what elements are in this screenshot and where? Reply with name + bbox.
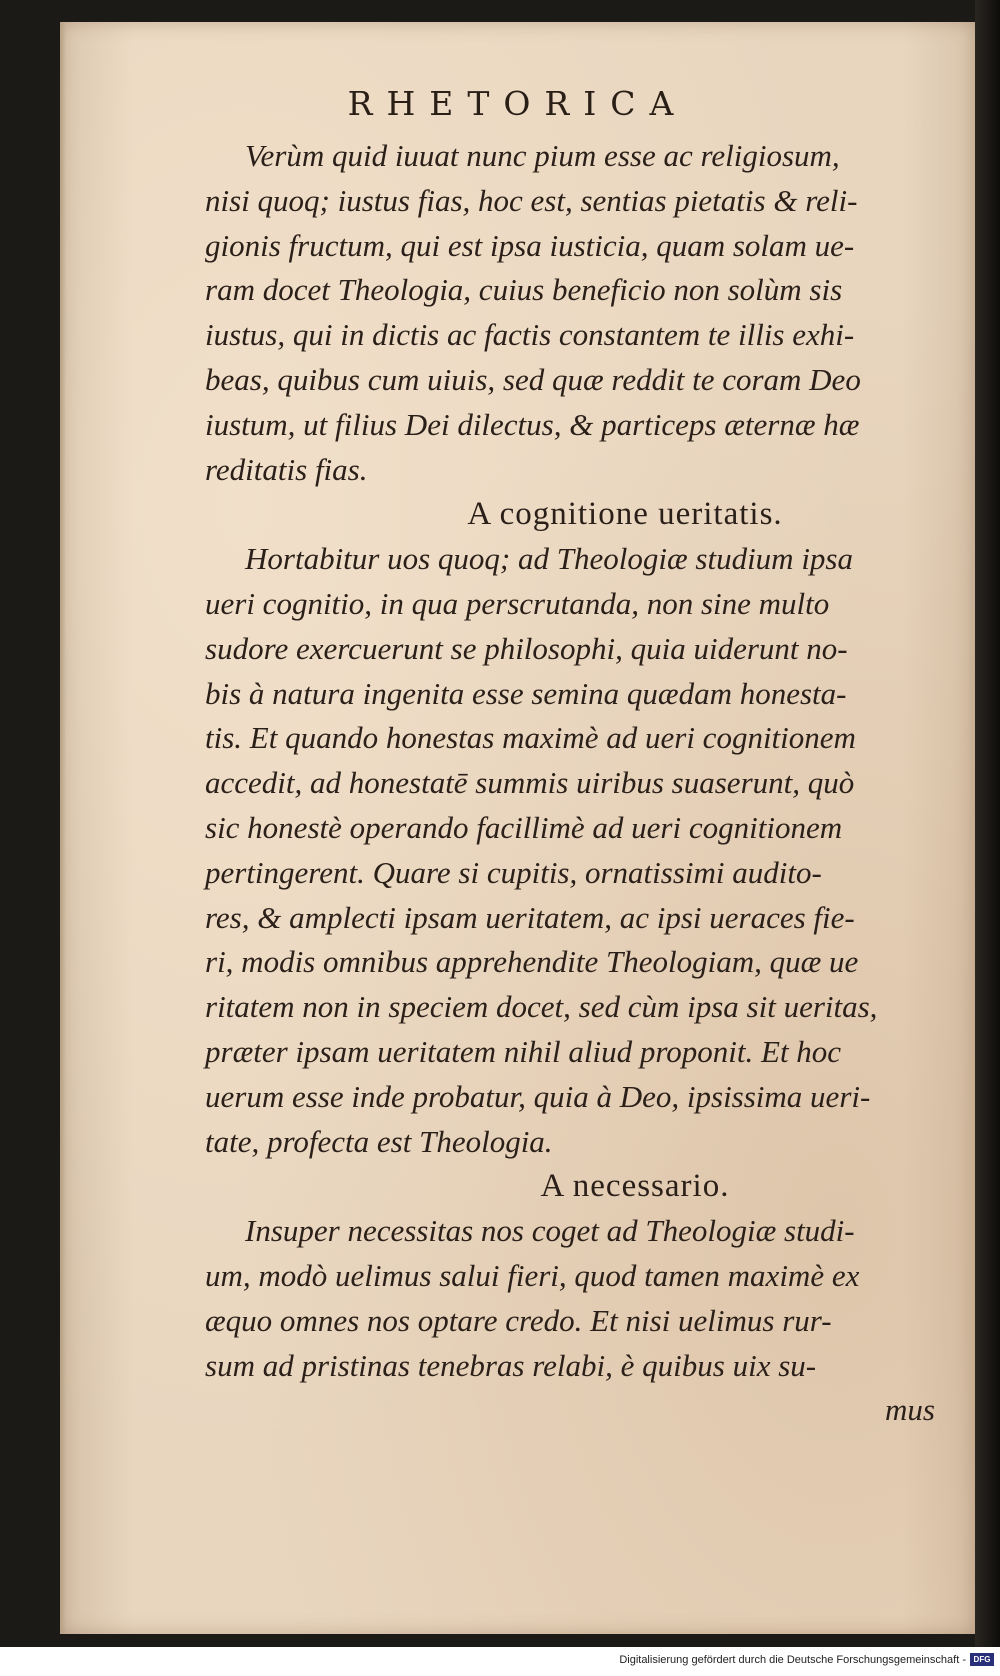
running-head: RHETORICA xyxy=(347,84,688,123)
text-line: accedit, ad honestatē summis uiribus suaserunt, quò xyxy=(205,765,855,801)
text-line: sudore exercuerunt se philosophi, quia uiderunt no- xyxy=(205,630,848,666)
text-line: præter ipsam ueritatem nihil aliud proponit. Et hoc xyxy=(205,1033,842,1069)
section-heading: A cognitione ueritatis. xyxy=(467,496,783,533)
text-line: ram docet Theologia, cuius beneficio non solùm sis xyxy=(205,272,843,308)
text-line: tis. Et quando honestas maximè ad ueri cognitionem xyxy=(205,720,856,756)
text-line: pertingerent. Quare si cupitis, ornatissimi audito- xyxy=(205,854,822,890)
text-line: Verùm quid iuuat nunc pium esse ac religiosum, xyxy=(245,138,840,173)
text-line: reditatis fias. xyxy=(205,451,368,487)
dfg-logo: DFG xyxy=(970,1653,994,1666)
page-gutter-shadow xyxy=(60,22,66,1634)
footer-credit: Digitalisierung gefördert durch die Deutsche Forschungsgemeinschaft - xyxy=(619,1654,966,1666)
text-line: bis à natura ingenita esse semina quædam honesta- xyxy=(205,675,847,711)
text-line: um, modò uelimus salui fieri, quod tamen maximè ex xyxy=(205,1257,860,1293)
text-line: æquo omnes nos optare credo. Et nisi uelimus rur- xyxy=(205,1302,832,1338)
text-line: sum ad pristinas tenebras relabi, è quibus uix su- xyxy=(205,1347,817,1383)
footer-bar xyxy=(0,1647,1000,1676)
text-line: iustus, qui in dictis ac factis constantem te illis exhi- xyxy=(205,317,855,353)
text-line: ritatem non in speciem docet, sed cùm ipsa sit ueritas, xyxy=(205,989,878,1025)
section-heading: A necessario. xyxy=(540,1168,730,1205)
text-line: gionis fructum, qui est ipsa iusticia, quam solam ue- xyxy=(205,227,855,263)
book-page xyxy=(60,22,975,1634)
text-line: Insuper necessitas nos coget ad Theologiæ studi- xyxy=(245,1213,855,1249)
text-line: beas, quibus cum uiuis, sed quæ reddit te coram Deo xyxy=(205,361,861,397)
text-line: nisi quoq; iustus fias, hoc est, sentias pietatis & reli- xyxy=(205,182,858,218)
text-line: iustum, ut filius Dei dilectus, & particeps æternæ hæ xyxy=(205,406,860,442)
text-line: ri, modis omnibus apprehendite Theologiam, quæ ue xyxy=(205,944,859,980)
catchword: mus xyxy=(885,1392,935,1428)
text-line: uerum esse inde probatur, quia à Deo, ipsissima ueri- xyxy=(205,1078,871,1114)
text-line: ueri cognitio, in qua perscrutanda, non sine multo xyxy=(205,585,830,621)
text-line: tate, profecta est Theologia. xyxy=(205,1123,553,1159)
text-line: res, & amplecti ipsam ueritatem, ac ipsi ueraces fie- xyxy=(205,899,855,935)
text-line: sic honestè operando facillimè ad ueri cognitionem xyxy=(205,809,843,845)
text-line: Hortabitur uos quoq; ad Theologiæ studium ipsa xyxy=(245,541,853,577)
page-body xyxy=(205,134,1000,1433)
